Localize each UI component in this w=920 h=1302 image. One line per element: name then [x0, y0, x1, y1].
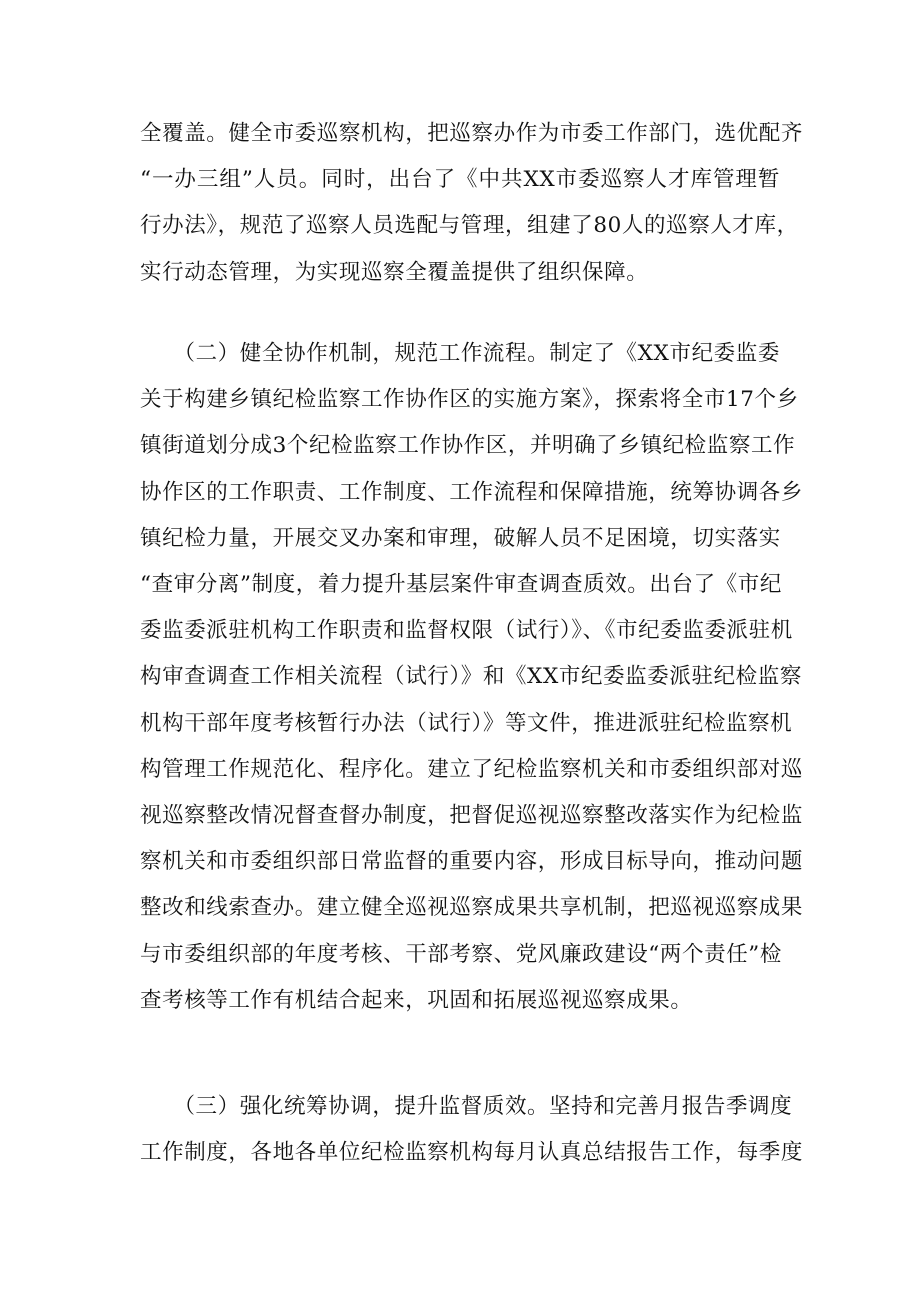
- text-line: 镇街道划分成3个纪检监察工作协作区，并明确了乡镇纪检监察工作: [140, 433, 796, 459]
- text-line: 全覆盖。健全市委巡察机构，把巡察办作为市委工作部门，选优配齐: [140, 121, 804, 146]
- paragraph-section-two-collaboration: [140, 331, 804, 1024]
- text-line: （二）健全协作机制，规范工作流程。制定了《XX市纪委监委: [140, 341, 780, 366]
- text-line: 协作区的工作职责、工作制度、工作流程和保障措施，统筹协调各乡: [140, 479, 804, 505]
- text-line: 构管理工作规范化、程序化。建立了纪检监察机关和市委组织部对巡: [140, 756, 804, 782]
- text-line: 关于构建乡镇纪检监察工作协作区的实施方案》，探索将全市17个乡: [140, 387, 799, 413]
- text-line: 行办法》，规范了巡察人员选配与管理，组建了80人的巡察人才库，: [140, 213, 799, 239]
- paragraph-organization-guarantee: [140, 111, 804, 296]
- text-line: 委监委派驻机构工作职责和监督权限（试行）》、《市纪委监委派驻机: [140, 618, 793, 644]
- text-line: 视巡察整改情况督查督办制度，把督促巡视巡察整改落实作为纪检监: [140, 803, 804, 829]
- text-line: 实行动态管理，为实现巡察全覆盖提供了组织保障。: [140, 259, 649, 285]
- text-line: （三）强化统筹协调，提升监督质效。坚持和完善月报告季调度: [140, 1094, 793, 1119]
- paragraph-section-three-coordination: [140, 1084, 804, 1176]
- text-line: 镇纪检力量，开展交叉办案和审理，破解人员不足困境，切实落实: [140, 525, 781, 551]
- text-line: 机构干部年度考核暂行办法（试行）》等文件，推进派驻纪检监察机: [140, 710, 793, 736]
- text-line: 构审查调查工作相关流程（试行）》和《XX市纪委监委派驻纪检监察: [140, 664, 802, 690]
- text-line: 整改和线索查办。建立健全巡视巡察成果共享机制，把巡视巡察成果: [140, 895, 804, 921]
- text-line: “一办三组”人员。同时，出台了《中共XX市委巡察人才库管理暂: [140, 167, 780, 193]
- text-line: 工作制度，各地各单位纪检监察机构每月认真总结报告工作，每季度: [140, 1140, 804, 1166]
- text-line: 查考核等工作有机结合起来，巩固和拓展巡视巡察成果。: [140, 987, 693, 1013]
- text-line: 与市委组织部的年度考核、干部考察、党风廉政建设“两个责任”检: [140, 941, 782, 967]
- text-line: “查审分离”制度，着力提升基层案件审查调查质效。出台了《市纪: [140, 572, 782, 598]
- text-line: 察机关和市委组织部日常监督的重要内容，形成目标导向，推动问题: [140, 849, 804, 875]
